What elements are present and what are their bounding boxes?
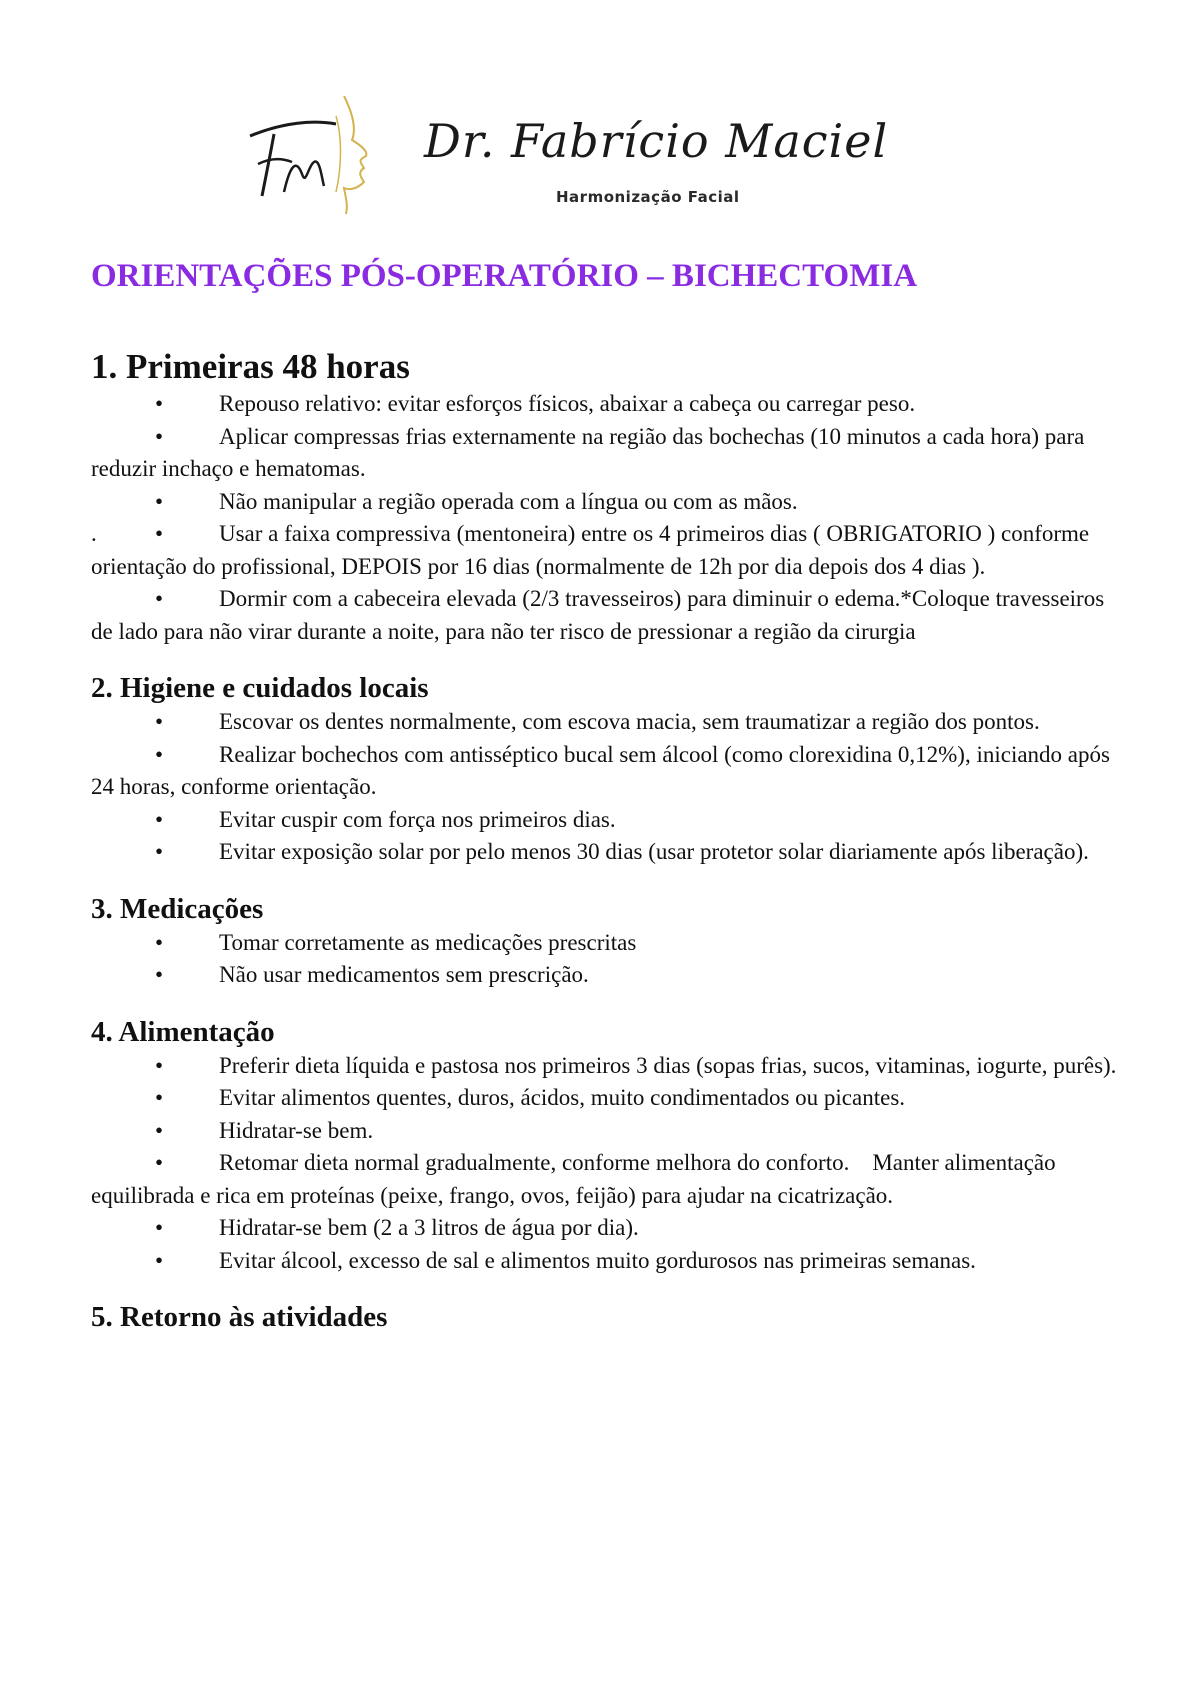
clinic-logo xyxy=(244,96,889,216)
stray-mark: . xyxy=(91,521,97,546)
section-1 xyxy=(91,346,1131,648)
list-item xyxy=(91,486,1131,519)
list-item xyxy=(91,927,1131,960)
bullet-icon: • xyxy=(155,1052,164,1078)
list-item-text: Tomar corretamente as medicações prescritas xyxy=(219,929,637,955)
list-item-text: Aplicar compressas frias externamente na região das bochechas (10 minutos a cada hora) para reduzir inchaço e hematomas. xyxy=(91,423,1091,481)
list-item-text: Evitar alimentos quentes, duros, ácidos, muito condimentados ou picantes. xyxy=(219,1085,906,1110)
list-item xyxy=(91,1245,1131,1278)
list-item xyxy=(91,706,1131,739)
list-item xyxy=(91,836,1131,869)
instructions-content xyxy=(91,346,1131,1357)
list-item-text: Hidratar-se bem (2 a 3 litros de água por dia). xyxy=(219,1215,639,1240)
bullet-icon: • xyxy=(155,806,164,832)
bullet-icon: • xyxy=(155,391,164,416)
bullet-icon: • xyxy=(155,1247,164,1273)
bullet-icon: • xyxy=(155,586,164,611)
bullet-icon: • xyxy=(155,929,164,955)
section-heading: 5. Retorno às atividades xyxy=(91,1301,388,1333)
section-3 xyxy=(91,891,1131,992)
list-item xyxy=(91,1115,1131,1148)
bullet-icon: • xyxy=(155,488,164,514)
section-heading: 2. Higiene e cuidados locais xyxy=(91,672,429,704)
list-item-text: Retomar dieta normal gradualmente, conforme melhora do conforto. Manter alimentação equilibrada e rica em proteínas (peixe, frango, ovos, feijão) para ajudar na cicatrização. xyxy=(91,1150,1062,1208)
bullet-icon: • xyxy=(155,1150,164,1175)
list-item-text: Não usar medicamentos sem prescrição. xyxy=(219,962,589,987)
logo-name: Dr. Fabrício Maciel xyxy=(424,114,889,168)
list-item-text: Hidratar-se bem. xyxy=(219,1117,374,1143)
bullet-icon: • xyxy=(155,839,164,864)
list-item-text: Evitar cuspir com força nos primeiros dias. xyxy=(219,806,616,832)
list-item-text: Evitar álcool, excesso de sal e alimentos muito gordurosos nas primeiras semanas. xyxy=(219,1247,976,1273)
page-title: ORIENTAÇÕES PÓS-OPERATÓRIO – BICHECTOMIA xyxy=(91,258,918,294)
list-item xyxy=(91,804,1131,837)
list-item xyxy=(91,1050,1131,1083)
list-item xyxy=(91,1147,1131,1212)
bullet-icon: • xyxy=(155,423,164,449)
section-2 xyxy=(91,670,1131,869)
list-item-text: Evitar exposição solar por pelo menos 30 dias (usar protetor solar diariamente após liberação). xyxy=(219,839,1089,864)
list-item xyxy=(91,1212,1131,1245)
list-item-text: Realizar bochechos com antisséptico bucal sem álcool (como clorexidina 0,12%), iniciando após 24 horas, conforme orientação. xyxy=(91,741,1116,799)
face-profile-icon xyxy=(244,96,424,216)
bullet-icon: • xyxy=(155,962,164,987)
bullet-icon: • xyxy=(155,1117,164,1143)
section-4 xyxy=(91,1014,1131,1278)
bullet-icon: . • xyxy=(91,518,219,551)
section-heading: 3. Medicações xyxy=(91,892,264,925)
section-heading: 4. Alimentação xyxy=(91,1015,275,1048)
list-item-text: Dormir com a cabeceira elevada (2/3 travesseiros) para diminuir o edema.*Coloque travesseiros de lado para não virar durante a noite, para não ter risco de pressionar a região da cirurgia xyxy=(91,586,1110,644)
list-item xyxy=(91,959,1131,992)
bullet-icon: • xyxy=(155,709,164,734)
list-item xyxy=(91,1082,1131,1115)
bullet-icon: • xyxy=(155,1215,164,1240)
list-item-text: Não manipular a região operada com a língua ou com as mãos. xyxy=(219,488,798,514)
list-item xyxy=(91,518,1131,583)
list-item-text: Usar a faixa compressiva (mentoneira) entre os 4 primeiros dias ( OBRIGATORIO ) conforme orientação do profissional, DEPOIS por 16 dias (normalmente de 12h por dia depois dos 4 dias ). xyxy=(91,521,1095,579)
section-5 xyxy=(91,1299,1131,1335)
list-item-text: Escovar os dentes normalmente, com escova macia, sem traumatizar a região dos pontos. xyxy=(219,709,1040,734)
section-heading: 1. Primeiras 48 horas xyxy=(91,347,410,386)
list-item xyxy=(91,583,1131,648)
bullet-icon: • xyxy=(155,741,164,767)
bullet-icon: • xyxy=(155,1085,164,1110)
list-item xyxy=(91,421,1131,486)
list-item-text: Repouso relativo: evitar esforços físicos, abaixar a cabeça ou carregar peso. xyxy=(219,391,916,416)
list-item xyxy=(91,388,1131,421)
list-item xyxy=(91,739,1131,804)
list-item-text: Preferir dieta líquida e pastosa nos primeiros 3 dias (sopas frias, sucos, vitaminas, iogurte, purês). xyxy=(219,1052,1117,1078)
logo-tagline: Harmonização Facial xyxy=(556,188,740,206)
